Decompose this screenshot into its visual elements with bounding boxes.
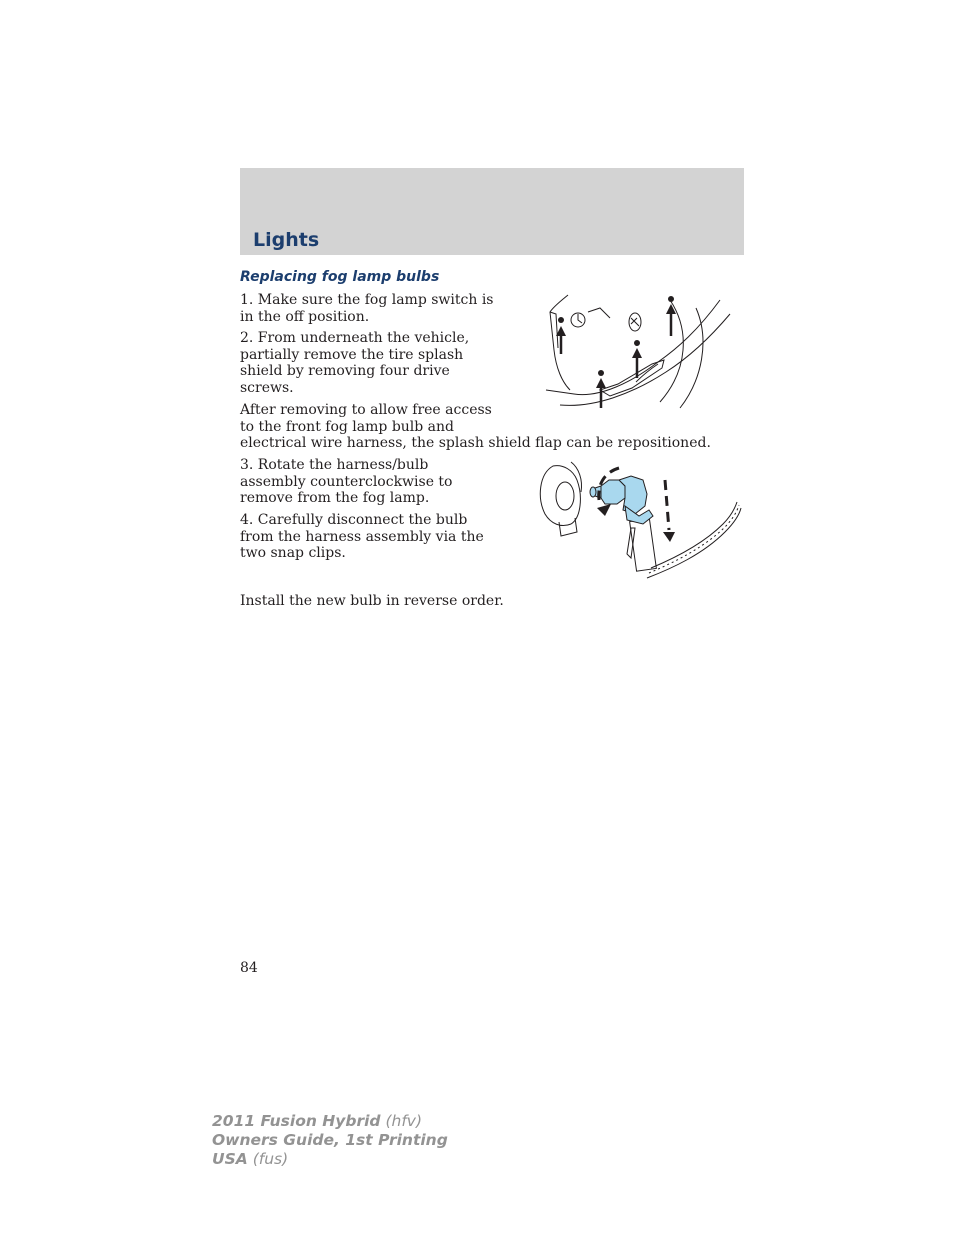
splash-shield-screws-illustration [540, 290, 744, 412]
install-text: Install the new bulb in reverse order. [240, 593, 504, 609]
footer-document-info [212, 1112, 448, 1169]
note-text-part-1: After removing to allow free access to the front fog lamp bulb and [240, 402, 492, 435]
footer-market: USA [212, 1150, 248, 1168]
note-text-part-2: electrical wire harness, the splash shield flap can be repositioned. [240, 435, 711, 451]
footer-line-2: Owners Guide, 1st Printing [212, 1131, 448, 1149]
step-4-text: 4. Carefully disconnect the bulb from the harness assembly via the two snap clips. [240, 512, 484, 561]
step-1-text: 1. Make sure the fog lamp switch is in the off position. [240, 292, 494, 325]
harness-bulb-assembly-illustration [535, 458, 745, 583]
step-3-text: 3. Rotate the harness/bulb assembly counterclockwise to remove from the fog lamp. [240, 457, 453, 506]
subheading-replacing-fog-lamp-bulbs: Replacing fog lamp bulbs [240, 269, 440, 285]
page-number: 84 [240, 960, 258, 976]
footer-line-3 [212, 1150, 448, 1169]
section-title: Lights [253, 229, 320, 251]
footer-model: 2011 Fusion Hybrid [212, 1112, 381, 1130]
footer-market-code: (fus) [252, 1150, 289, 1168]
footer-model-code: (hfv) [385, 1112, 423, 1130]
footer-line-1 [212, 1112, 448, 1131]
step-2-text: 2. From underneath the vehicle, partially remove the tire splash shield by removing four drive screws. [240, 330, 470, 396]
